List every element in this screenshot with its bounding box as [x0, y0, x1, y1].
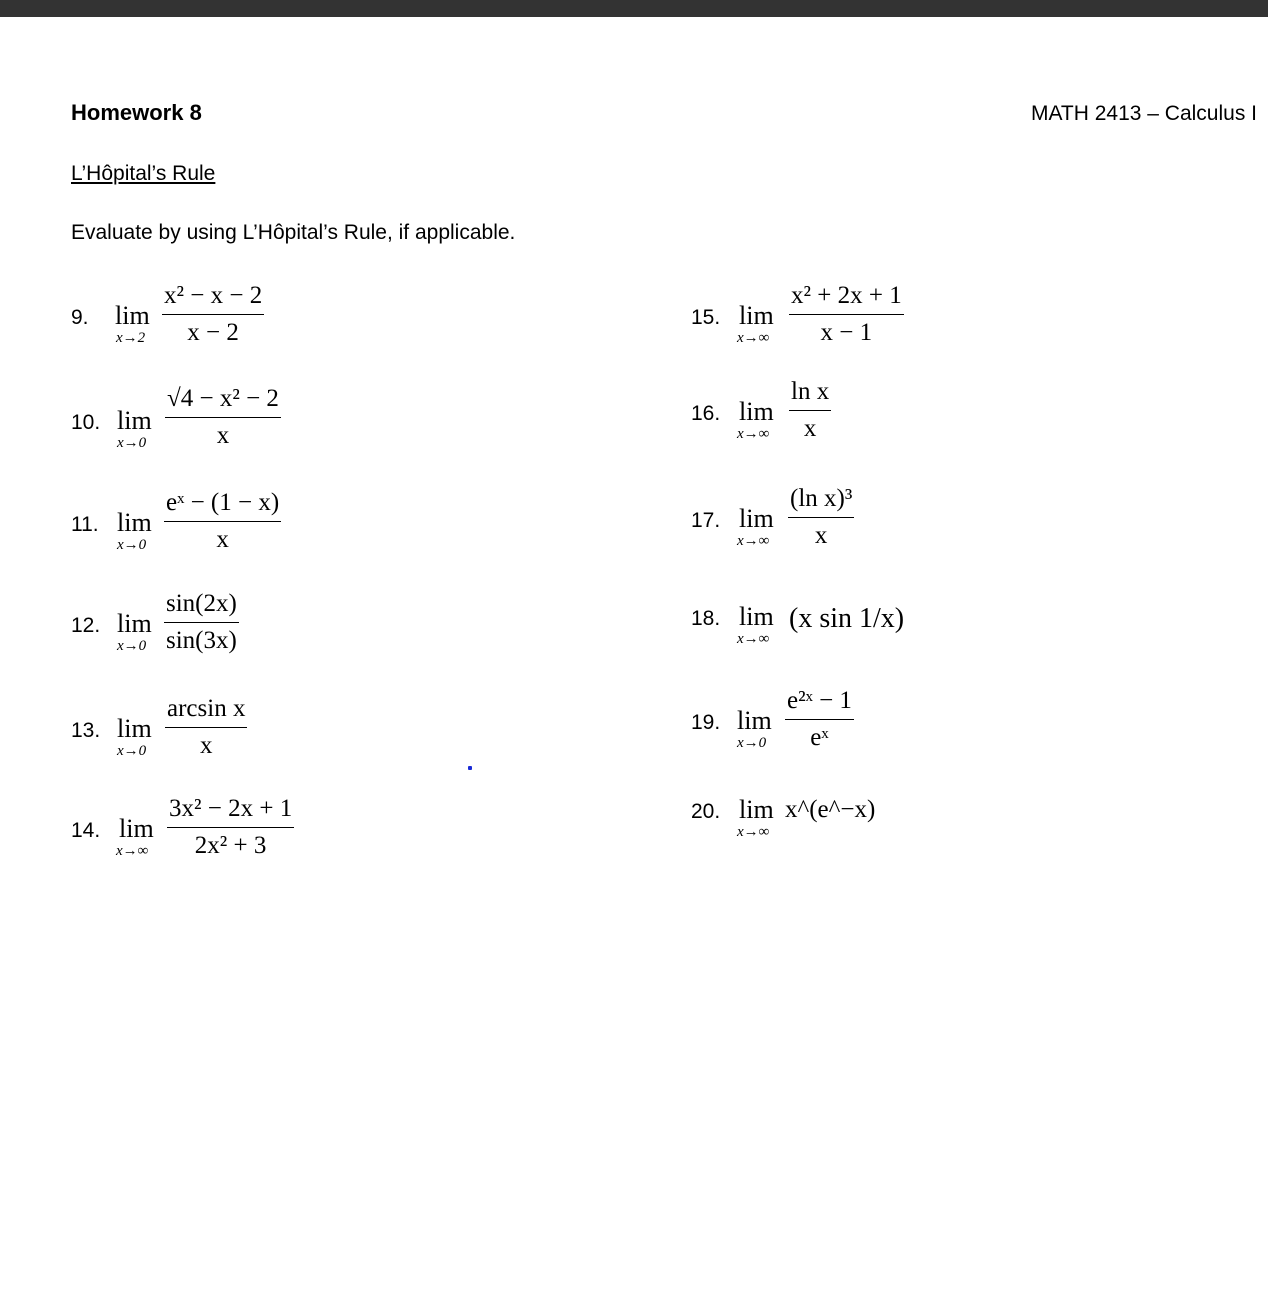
problem-number: 10.	[71, 411, 101, 434]
fraction-denominator: 2x² + 3	[194, 832, 267, 859]
course-name: MATH 2413 – Calculus I	[1030, 102, 1257, 125]
limit-approach: x→2	[116, 330, 146, 346]
fraction	[165, 695, 247, 760]
fraction-numerator: ln x	[791, 378, 830, 405]
limit-approach: x→∞	[737, 426, 770, 442]
expression: (x sin 1/x)	[789, 603, 905, 634]
lim-operator: lim	[739, 602, 774, 631]
fraction	[789, 378, 831, 443]
limit-approach: x→∞	[737, 631, 770, 647]
problem-number: 17.	[691, 509, 721, 532]
fraction-denominator: eˣ	[810, 724, 829, 751]
limit-approach: x→∞	[737, 533, 770, 549]
instructions: Evaluate by using L’Hôpital’s Rule, if applicable.	[71, 221, 516, 244]
problem-number: 11.	[71, 513, 99, 536]
expression: x^(e^−x)	[785, 796, 876, 823]
limit-approach: x→∞	[737, 824, 770, 840]
problem-number: 18.	[691, 607, 721, 630]
lim-operator: lim	[739, 301, 774, 330]
fraction-numerator: arcsin x	[167, 695, 246, 722]
lim-operator: lim	[117, 714, 152, 743]
problem-number: 20.	[691, 800, 721, 823]
lim-operator: lim	[739, 795, 774, 824]
fraction-numerator: √4 − x² − 2	[167, 385, 279, 412]
fraction	[164, 590, 239, 655]
section-heading: L’Hôpital’s Rule	[71, 162, 216, 185]
problem-number: 9.	[71, 306, 89, 329]
fraction-denominator: x	[814, 522, 828, 549]
limit-approach: x→0	[117, 638, 147, 654]
fraction-numerator: x² − x − 2	[164, 282, 263, 309]
limit-approach: x→0	[117, 435, 147, 451]
problem-number: 16.	[691, 402, 721, 425]
fraction-numerator: e²ˣ − 1	[787, 687, 852, 714]
fraction-denominator: x	[216, 422, 230, 449]
fraction-numerator: x² + 2x + 1	[791, 282, 902, 309]
problem-number: 19.	[691, 711, 721, 734]
fraction-denominator: x − 1	[820, 319, 873, 346]
fraction	[167, 795, 294, 860]
lim-operator: lim	[117, 406, 152, 435]
fraction-numerator: (ln x)³	[790, 485, 853, 512]
limit-approach: x→0	[117, 743, 147, 759]
problem-number: 14.	[71, 819, 101, 842]
fraction	[165, 385, 281, 450]
fraction	[789, 282, 904, 347]
fraction	[785, 687, 854, 752]
lim-operator: lim	[737, 706, 772, 735]
fraction-numerator: eˣ − (1 − x)	[166, 489, 280, 516]
fraction-numerator: sin(2x)	[166, 590, 237, 617]
limit-approach: x→0	[737, 735, 767, 751]
limit-approach: x→∞	[737, 330, 770, 346]
stray-dot	[468, 766, 472, 770]
fraction	[788, 485, 854, 550]
fraction-denominator: sin(3x)	[166, 627, 237, 654]
limit-approach: x→0	[117, 537, 147, 553]
fraction	[164, 489, 281, 554]
problem-number: 12.	[71, 614, 101, 637]
fraction-denominator: x	[803, 415, 817, 442]
fraction-numerator: 3x² − 2x + 1	[169, 795, 293, 822]
limit-approach: x→∞	[116, 843, 149, 859]
lim-operator: lim	[117, 609, 152, 638]
lim-operator: lim	[119, 814, 154, 843]
homework-title: Homework 8	[71, 100, 202, 125]
lim-operator: lim	[739, 504, 774, 533]
fraction	[162, 282, 264, 347]
fraction-denominator: x − 2	[187, 319, 239, 346]
fraction-denominator: x	[216, 526, 229, 553]
lim-operator: lim	[739, 397, 774, 426]
problem-number: 15.	[691, 306, 721, 329]
lim-operator: lim	[117, 508, 152, 537]
fraction-denominator: x	[199, 732, 213, 759]
problem-number: 13.	[71, 719, 101, 742]
top-toolbar-bar	[0, 0, 1268, 17]
lim-operator: lim	[115, 301, 150, 330]
